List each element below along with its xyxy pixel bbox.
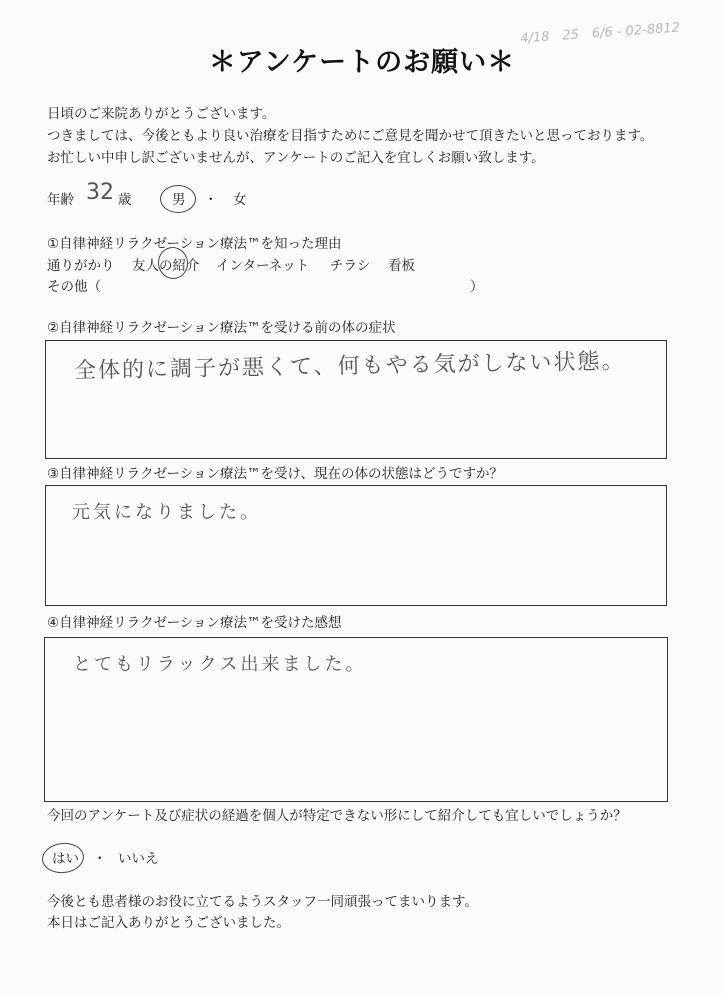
q1-option-internet[interactable]: インターネット	[216, 258, 310, 274]
consent-separator: ・	[93, 851, 107, 867]
q1-other-label: その他（	[47, 279, 101, 295]
q4-answer-box[interactable]	[44, 637, 668, 802]
page-title: ＊アンケートのお願い＊	[208, 47, 516, 78]
q3-answer-box[interactable]	[45, 485, 667, 606]
intro-line-3: お忙しい中申し訳ございませんが、アンケートのご記入を宜しくお願い致します。	[47, 150, 545, 166]
consent-selected-circle	[41, 841, 86, 875]
consent-no[interactable]: いいえ	[118, 851, 159, 867]
q3-answer: 元気になりました。	[72, 502, 261, 523]
gender-female[interactable]: 女	[233, 192, 247, 208]
corner-handwritten-note: 4/18 25 6/6 - 02-8812	[519, 20, 681, 47]
gender-separator: ・	[204, 192, 218, 208]
intro-line-2: つきましては、今後ともより良い治療を目指すためにご意見を聞かせて頂きたいと思っております。	[47, 128, 654, 144]
gender-male[interactable]: 男	[172, 192, 186, 208]
q1-option-passing[interactable]: 通りがかり	[47, 258, 115, 274]
closing-line-1: 今後とも患者様のお役に立てるようスタッフ一同頑張ってまいります。	[47, 894, 478, 910]
q3-heading: ③自律神経リラクゼーション療法™を受け、現在の体の状態はどうですか？	[47, 466, 503, 482]
q1-heading: ①自律神経リラクゼーション療法™を知った理由	[47, 236, 342, 252]
consent-yes[interactable]: はい	[52, 851, 79, 867]
q1-option-friend[interactable]: 友人の紹介	[132, 258, 200, 274]
q4-heading: ④自律神経リラクゼーション療法™を受けた感想	[47, 615, 342, 631]
q2-answer-box[interactable]	[45, 340, 667, 459]
consent-question: 今回のアンケート及び症状の経過を個人が特定できない形にして紹介しても宜しいでしょうか？	[47, 808, 627, 824]
q4-answer: とてもリラックス出来ました。	[73, 654, 367, 675]
q2-answer: 全体的に調子が悪くて、何もやる気がしない状態。	[73, 349, 626, 384]
q1-option-flyer[interactable]: チラシ	[330, 258, 371, 274]
intro-line-1: 日頃のご来院ありがとうございます。	[47, 106, 276, 122]
q1-other-close: ）	[470, 279, 484, 295]
q1-option-signboard[interactable]: 看板	[388, 258, 415, 274]
q2-heading: ②自律神経リラクゼーション療法™を受ける前の体の症状	[47, 320, 396, 336]
age-unit: 歳	[118, 192, 132, 208]
age-label: 年齢	[47, 192, 74, 208]
male-selected-circle	[160, 185, 196, 213]
closing-line-2: 本日はご記入ありがとうございました。	[47, 915, 290, 931]
age-value[interactable]: 32	[86, 180, 114, 205]
